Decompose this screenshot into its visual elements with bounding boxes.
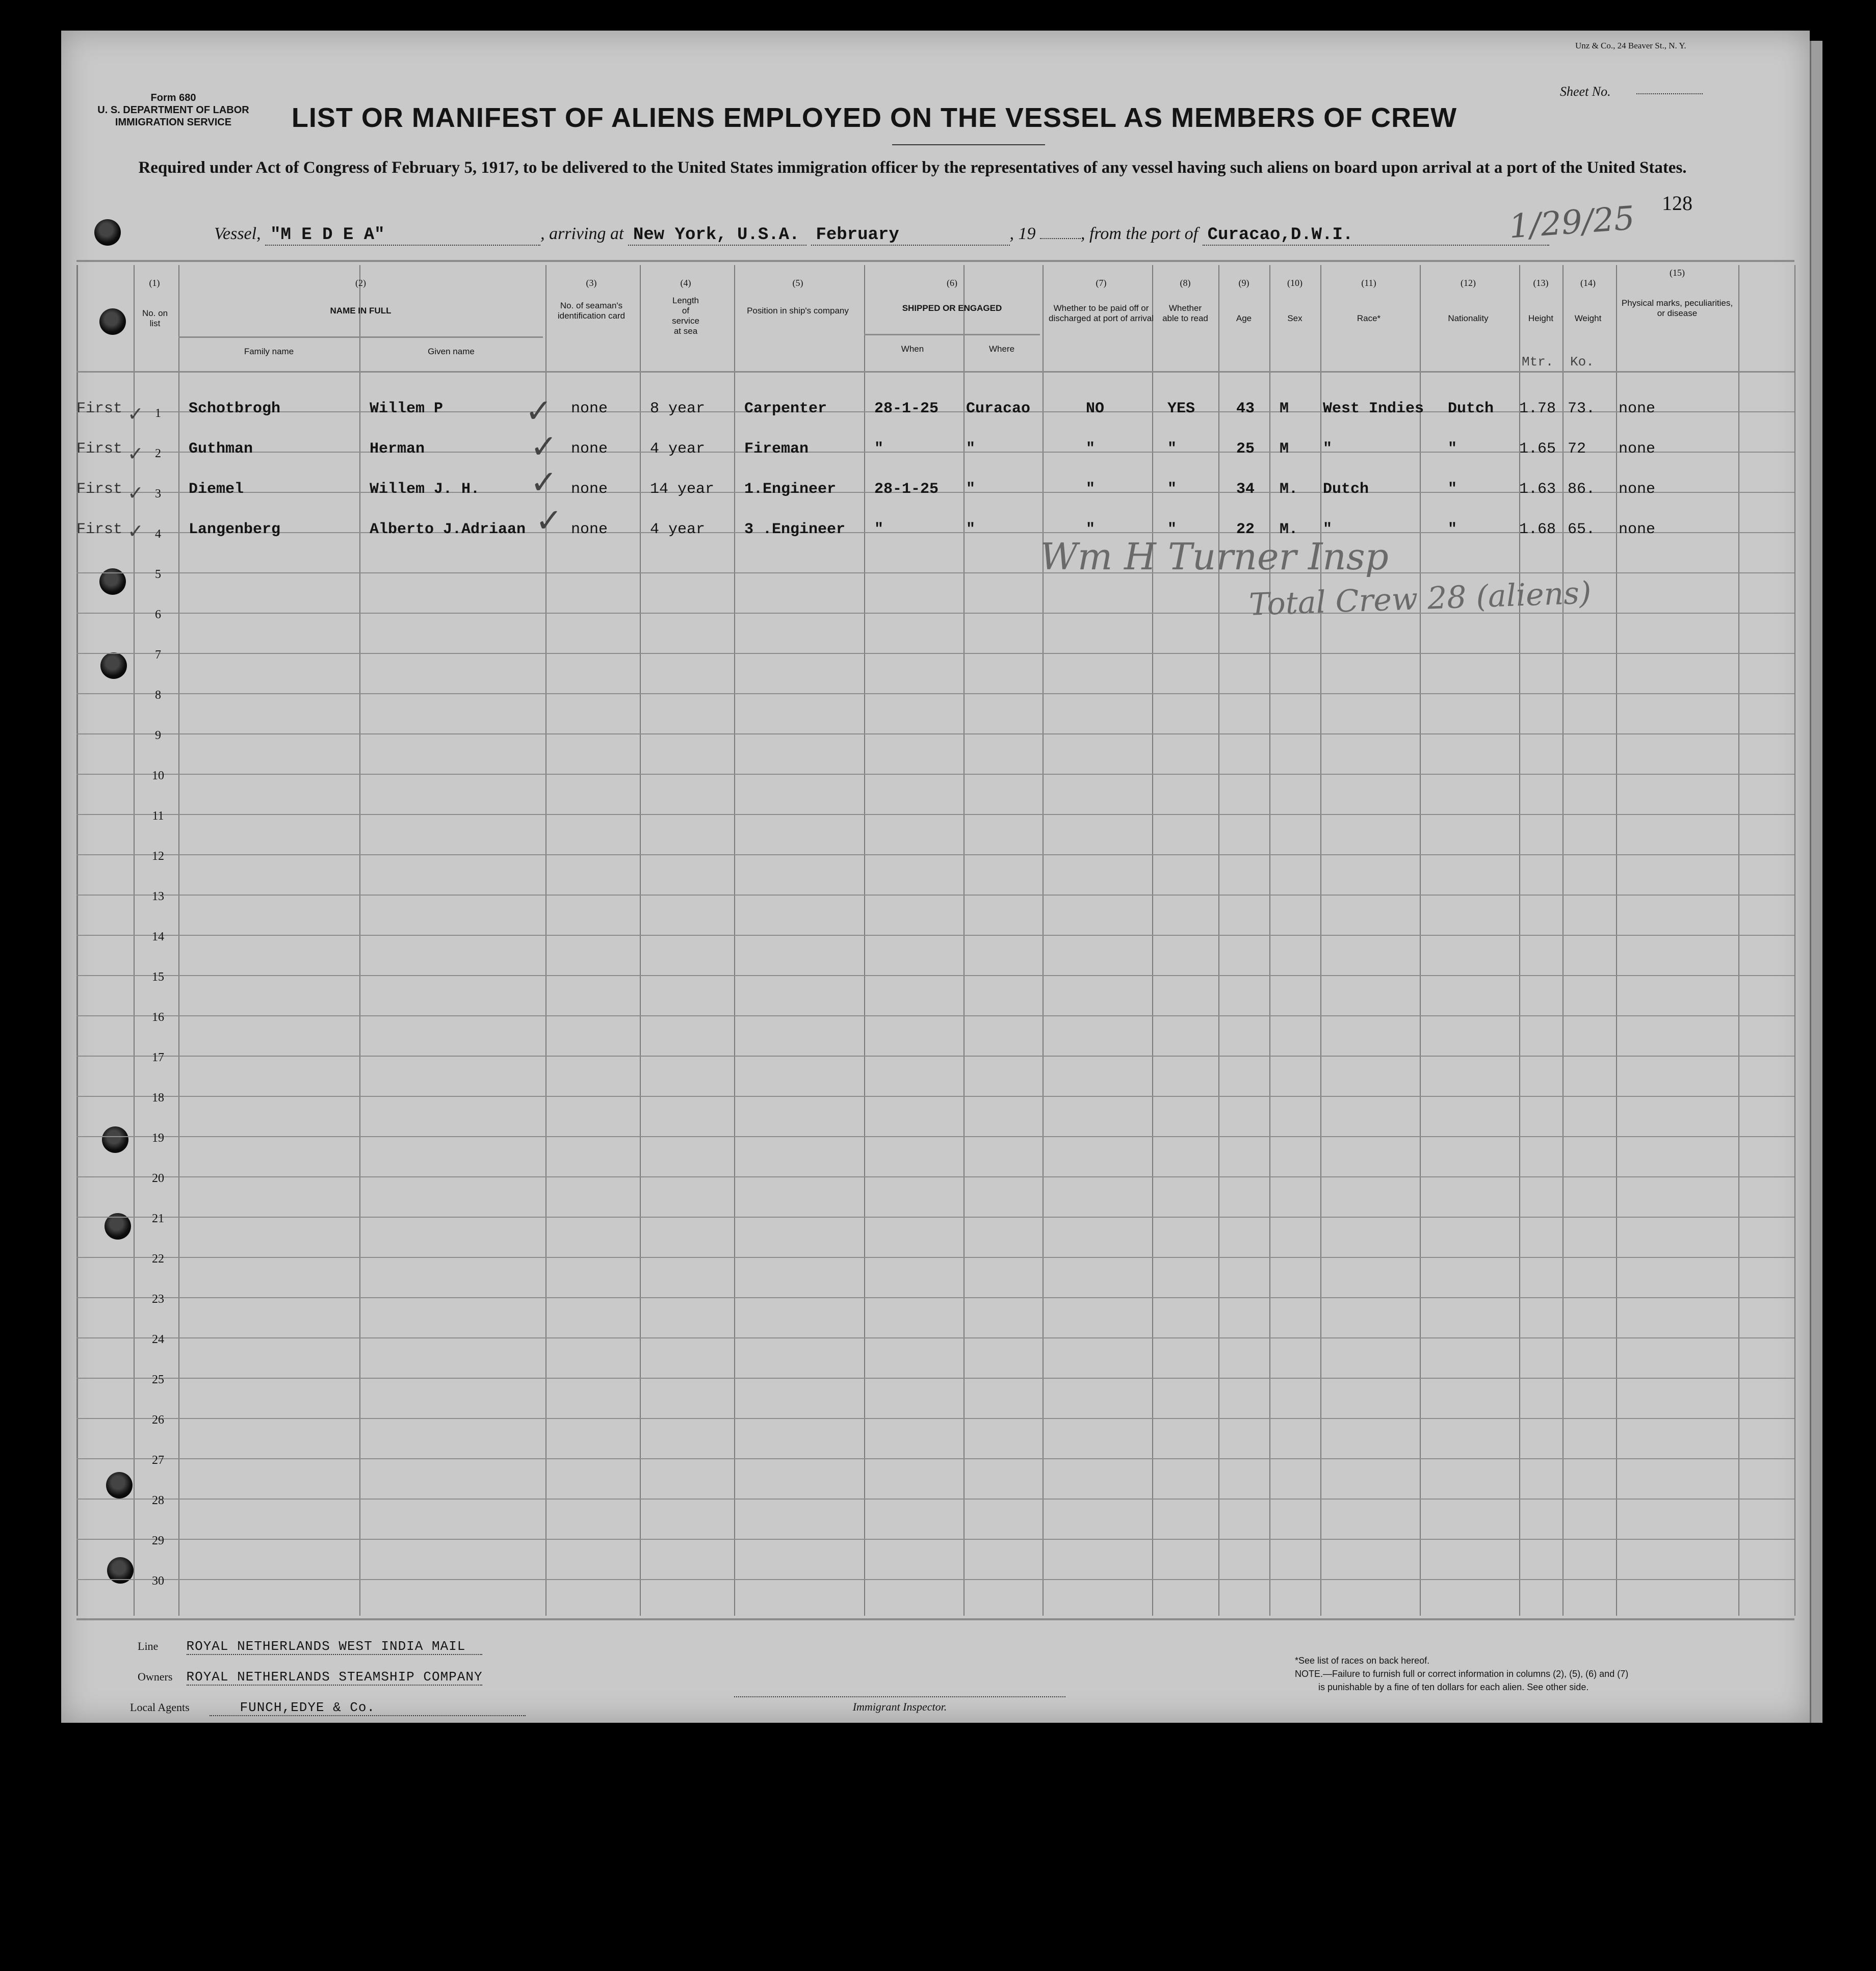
col6-header: SHIPPED OR ENGAGED bbox=[902, 303, 1002, 313]
year-label: , 19 bbox=[1009, 224, 1036, 243]
row-number: 6 bbox=[155, 608, 161, 621]
footnote-penalty: NOTE.—Failure to furnish full or correct information in columns (2), (5), (6) and (7) bbox=[1295, 1669, 1629, 1679]
column-rule bbox=[1519, 265, 1520, 1616]
position-cell: Carpenter bbox=[744, 400, 827, 417]
footnote-races: *See list of races on back hereof. bbox=[1295, 1655, 1430, 1666]
row-rule bbox=[76, 572, 1794, 573]
row-number: 11 bbox=[152, 809, 164, 823]
where-header: Where bbox=[988, 344, 1015, 354]
row-rule bbox=[76, 1297, 1794, 1298]
year-field bbox=[1040, 238, 1081, 239]
row-rule bbox=[76, 653, 1794, 654]
subheader-rule bbox=[864, 334, 1040, 335]
race-cell: " bbox=[1323, 440, 1333, 458]
race-cell: Dutch bbox=[1323, 481, 1369, 498]
column-rule bbox=[1616, 265, 1617, 1616]
row-rule bbox=[76, 1217, 1794, 1218]
family-name-cell: Guthman bbox=[189, 440, 253, 458]
printer-imprint: Unz & Co., 24 Beaver St., N. Y. bbox=[1575, 41, 1686, 50]
line-value: ROYAL NETHERLANDS WEST INDIA MAIL bbox=[187, 1639, 482, 1655]
row-rule bbox=[76, 1458, 1794, 1459]
id-card-cell: none bbox=[571, 481, 608, 498]
nationality-cell: " bbox=[1448, 521, 1457, 538]
col10-number: (10) bbox=[1287, 278, 1302, 288]
punch-hole bbox=[106, 1472, 133, 1499]
page-subtitle: Required under Act of Congress of February 5, 1917, to be delivered to the United States immigration officer by the representatives of any vessel having such aliens on board upon arrival at a port of the United States. bbox=[138, 159, 1687, 177]
row-note: First bbox=[76, 440, 123, 458]
row-rule bbox=[76, 1257, 1794, 1258]
row-note: First bbox=[76, 400, 123, 417]
row-number: 21 bbox=[152, 1212, 164, 1225]
row-number: 30 bbox=[152, 1574, 164, 1588]
position-cell: 3 .Engineer bbox=[744, 521, 846, 538]
column-rule bbox=[178, 265, 179, 1616]
row-number: 22 bbox=[152, 1252, 164, 1266]
row-number: 29 bbox=[152, 1534, 164, 1547]
check-mark-icon: ✓ bbox=[127, 403, 144, 425]
family-name-cell: Diemel bbox=[189, 481, 244, 498]
table-bottom-rule bbox=[76, 1618, 1794, 1620]
column-rule bbox=[864, 265, 865, 1616]
handwritten-date: 1/29/25 bbox=[1507, 199, 1636, 246]
row-rule bbox=[76, 693, 1794, 694]
column-rule bbox=[1738, 265, 1739, 1616]
vessel-line bbox=[214, 224, 1549, 246]
row-number: 12 bbox=[152, 850, 164, 863]
position-cell: 1.Engineer bbox=[744, 481, 837, 498]
row-number: 14 bbox=[152, 930, 164, 943]
page-edge bbox=[1810, 41, 1822, 1723]
col11-number: (11) bbox=[1361, 278, 1376, 288]
row-number: 19 bbox=[152, 1132, 164, 1145]
row-number: 25 bbox=[152, 1373, 164, 1386]
vessel-label: Vessel, bbox=[214, 224, 261, 243]
sex-cell: M bbox=[1280, 400, 1289, 417]
able-to-read-cell: " bbox=[1167, 481, 1177, 498]
sex-cell: M. bbox=[1280, 521, 1298, 538]
age-cell: 43 bbox=[1236, 400, 1255, 417]
row-number: 17 bbox=[152, 1051, 164, 1064]
service-length-cell: 14 year bbox=[650, 481, 715, 498]
from-port-label: , from the port of bbox=[1081, 224, 1198, 243]
physical-marks-cell: none bbox=[1619, 400, 1656, 417]
row-number: 23 bbox=[152, 1293, 164, 1306]
check-mark-icon: ✓ bbox=[530, 464, 558, 502]
header-bottom-rule bbox=[76, 371, 1794, 373]
shipped-where-cell: " bbox=[966, 521, 976, 538]
sheet-number-label: Sheet No. bbox=[1560, 84, 1611, 99]
shipped-where-cell: " bbox=[966, 440, 976, 458]
row-rule bbox=[76, 1378, 1794, 1379]
row-number: 16 bbox=[152, 1011, 164, 1024]
height-cell: 1.63 bbox=[1519, 481, 1556, 498]
col5-number: (5) bbox=[792, 278, 803, 288]
paid-off-cell: " bbox=[1086, 440, 1096, 458]
row-number: 18 bbox=[152, 1091, 164, 1105]
col3-header: No. of seaman's identification card bbox=[557, 301, 626, 321]
nationality-cell: " bbox=[1448, 481, 1457, 498]
row-number: 3 bbox=[155, 487, 161, 501]
row-number: 10 bbox=[152, 769, 164, 782]
able-to-read-cell: " bbox=[1167, 440, 1177, 458]
col8-header: Whether able to read bbox=[1162, 303, 1208, 323]
arriving-label: , arriving at bbox=[540, 224, 624, 243]
form-number: Form 680 bbox=[150, 92, 196, 103]
col3-number: (3) bbox=[586, 278, 597, 288]
row-rule bbox=[76, 1056, 1794, 1057]
given-name-cell: Alberto J.Adriaan bbox=[370, 521, 526, 538]
column-rule bbox=[1562, 265, 1564, 1616]
shipped-when-cell: 28-1-25 bbox=[874, 400, 939, 417]
vessel-name: "M E D E A" bbox=[265, 225, 540, 246]
col11-header: Race* bbox=[1357, 313, 1381, 323]
col5-header: Position in ship's company bbox=[747, 306, 849, 316]
owners-field bbox=[138, 1669, 482, 1686]
col15-header: Physical marks, peculiarities, or disease bbox=[1621, 298, 1733, 318]
service-length-cell: 4 year bbox=[650, 440, 706, 458]
punch-hole bbox=[94, 219, 121, 246]
weight-unit: Ko. bbox=[1570, 354, 1594, 370]
service-name: IMMIGRATION SERVICE bbox=[115, 117, 232, 128]
row-rule bbox=[76, 1418, 1794, 1419]
id-card-cell: none bbox=[571, 440, 608, 458]
row-number: 7 bbox=[155, 648, 161, 662]
able-to-read-cell: " bbox=[1167, 521, 1177, 538]
physical-marks-cell: none bbox=[1619, 521, 1656, 538]
physical-marks-cell: none bbox=[1619, 481, 1656, 498]
row-number: 28 bbox=[152, 1494, 164, 1507]
row-rule bbox=[76, 935, 1794, 936]
sex-cell: M. bbox=[1280, 481, 1298, 498]
agents-field bbox=[130, 1700, 526, 1716]
id-card-cell: none bbox=[571, 521, 608, 538]
row-rule bbox=[76, 975, 1794, 976]
check-mark-icon: ✓ bbox=[535, 502, 563, 540]
family-name-cell: Langenberg bbox=[189, 521, 281, 538]
footnotes bbox=[1295, 1654, 1628, 1694]
check-mark-icon: ✓ bbox=[127, 442, 144, 465]
row-rule bbox=[76, 1337, 1794, 1338]
column-rule bbox=[963, 265, 965, 1616]
row-rule bbox=[76, 1579, 1794, 1580]
given-name-cell: Willem J. H. bbox=[370, 481, 480, 498]
inspector-signature: Wm H Turner Insp bbox=[1040, 535, 1389, 578]
col15-number: (15) bbox=[1670, 268, 1685, 278]
agents-label: Local Agents bbox=[130, 1701, 190, 1714]
given-name-cell: Willem P bbox=[370, 400, 444, 417]
column-rule bbox=[1218, 265, 1219, 1616]
age-cell: 25 bbox=[1236, 440, 1255, 458]
row-note: First bbox=[76, 481, 123, 498]
col10-header: Sex bbox=[1287, 313, 1302, 323]
punch-hole bbox=[99, 308, 126, 335]
row-note: First bbox=[76, 521, 123, 538]
nationality-cell: Dutch bbox=[1448, 400, 1494, 417]
row-rule bbox=[76, 814, 1794, 815]
row-number: 8 bbox=[155, 689, 161, 702]
nationality-cell: " bbox=[1448, 440, 1457, 458]
col7-header: Whether to be paid off or discharged at port of arrival bbox=[1049, 303, 1154, 323]
age-cell: 34 bbox=[1236, 481, 1255, 498]
shipped-where-cell: Curacao bbox=[966, 400, 1031, 417]
paid-off-cell: NO bbox=[1086, 400, 1105, 417]
footnote-penalty-cont: is punishable by a fine of ten dollars for each alien. See other side. bbox=[1318, 1682, 1589, 1692]
row-number: 24 bbox=[152, 1333, 164, 1346]
shipped-when-cell: 28-1-25 bbox=[874, 481, 939, 498]
age-cell: 22 bbox=[1236, 521, 1255, 538]
col12-header: Nationality bbox=[1448, 313, 1489, 323]
column-rule bbox=[1152, 265, 1153, 1616]
column-rule bbox=[734, 265, 735, 1616]
sheet-number-stamp: 128 bbox=[1662, 192, 1692, 215]
id-card-cell: none bbox=[571, 400, 608, 417]
shipped-where-cell: " bbox=[966, 481, 976, 498]
col4-number: (4) bbox=[680, 278, 691, 288]
physical-marks-cell: none bbox=[1619, 440, 1656, 458]
row-number: 20 bbox=[152, 1172, 164, 1185]
sex-cell: M bbox=[1280, 440, 1289, 458]
table-top-rule bbox=[76, 260, 1794, 262]
height-cell: 1.65 bbox=[1519, 440, 1556, 458]
when-header: When bbox=[901, 344, 924, 354]
row-number: 5 bbox=[155, 568, 161, 581]
departure-port: Curacao,D.W.I. bbox=[1203, 225, 1549, 246]
row-number: 13 bbox=[152, 890, 164, 903]
col6-number: (6) bbox=[947, 278, 957, 288]
row-rule bbox=[76, 854, 1794, 855]
col13-number: (13) bbox=[1533, 278, 1549, 288]
sheet-number-field bbox=[1636, 93, 1703, 94]
col2-number: (2) bbox=[355, 278, 366, 288]
col8-number: (8) bbox=[1180, 278, 1191, 288]
col13-header: Height bbox=[1528, 313, 1554, 323]
paid-off-cell: " bbox=[1086, 521, 1096, 538]
col14-number: (14) bbox=[1580, 278, 1596, 288]
service-length-cell: 4 year bbox=[650, 521, 706, 538]
column-rule bbox=[134, 265, 135, 1616]
inspector-label: Immigrant Inspector. bbox=[734, 1696, 1065, 1714]
arriving-at-value: New York, U.S.A. bbox=[628, 225, 806, 246]
column-rule bbox=[1320, 265, 1321, 1616]
col4-header: Length of service at sea bbox=[672, 296, 699, 336]
punch-hole bbox=[102, 1126, 128, 1153]
row-rule bbox=[76, 613, 1794, 614]
department-name: U. S. DEPARTMENT OF LABOR bbox=[97, 104, 249, 116]
row-number: 9 bbox=[155, 729, 161, 742]
owners-value: ROYAL NETHERLANDS STEAMSHIP COMPANY bbox=[186, 1669, 483, 1685]
column-rule bbox=[76, 265, 78, 1616]
race-cell: West Indies bbox=[1323, 400, 1424, 417]
weight-cell: 86. bbox=[1568, 481, 1596, 498]
col9-header: Age bbox=[1236, 313, 1252, 323]
total-crew-note: Total Crew 28 (aliens) bbox=[1248, 575, 1592, 623]
paid-off-cell: " bbox=[1086, 481, 1096, 498]
row-rule bbox=[76, 1136, 1794, 1137]
line-field bbox=[138, 1639, 482, 1655]
given-name-cell: Herman bbox=[370, 440, 425, 458]
column-rule bbox=[640, 265, 641, 1616]
col7-number: (7) bbox=[1096, 278, 1107, 288]
column-rule bbox=[1794, 265, 1795, 1616]
row-rule bbox=[76, 1539, 1794, 1540]
col2-header: NAME IN FULL bbox=[330, 306, 392, 316]
row-rule bbox=[76, 1096, 1794, 1097]
height-cell: 1.68 bbox=[1519, 521, 1556, 538]
col1-header: No. on list bbox=[142, 308, 168, 328]
weight-cell: 65. bbox=[1568, 521, 1596, 538]
col12-number: (12) bbox=[1461, 278, 1476, 288]
height-cell: 1.78 bbox=[1519, 400, 1556, 417]
row-number: 1 bbox=[155, 407, 161, 420]
check-mark-icon: ✓ bbox=[525, 392, 553, 430]
row-rule bbox=[76, 1015, 1794, 1016]
col14-header: Weight bbox=[1574, 313, 1602, 323]
column-rule bbox=[1420, 265, 1421, 1616]
col9-number: (9) bbox=[1238, 278, 1249, 288]
check-mark-icon: ✓ bbox=[127, 482, 144, 504]
page-title: LIST OR MANIFEST OF ALIENS EMPLOYED ON THE VESSEL AS MEMBERS OF CREW bbox=[291, 102, 1457, 133]
row-rule bbox=[76, 1499, 1794, 1500]
row-number: 26 bbox=[152, 1413, 164, 1427]
line-label: Line bbox=[138, 1640, 159, 1652]
weight-cell: 73. bbox=[1568, 400, 1596, 417]
row-rule bbox=[76, 774, 1794, 775]
row-number: 2 bbox=[155, 447, 161, 460]
check-mark-icon: ✓ bbox=[530, 428, 558, 466]
family-name-cell: Schotbrogh bbox=[189, 400, 281, 417]
column-rule bbox=[1043, 265, 1044, 1616]
race-cell: " bbox=[1323, 521, 1333, 538]
position-cell: Fireman bbox=[744, 440, 809, 458]
able-to-read-cell: YES bbox=[1167, 400, 1195, 417]
given-name-header: Given name bbox=[428, 347, 475, 356]
row-number: 4 bbox=[155, 528, 161, 541]
row-rule bbox=[76, 895, 1794, 896]
row-rule bbox=[76, 1176, 1794, 1177]
check-mark-icon: ✓ bbox=[127, 520, 144, 542]
family-name-header: Family name bbox=[244, 347, 294, 356]
column-rule bbox=[359, 265, 360, 1616]
column-rule bbox=[1269, 265, 1270, 1616]
shipped-when-cell: " bbox=[874, 521, 884, 538]
owners-label: Owners bbox=[138, 1670, 173, 1683]
service-length-cell: 8 year bbox=[650, 400, 706, 417]
height-unit: Mtr. bbox=[1522, 354, 1554, 370]
col1-number: (1) bbox=[149, 278, 160, 288]
shipped-when-cell: " bbox=[874, 440, 884, 458]
arrival-month: February bbox=[811, 225, 1010, 246]
row-rule bbox=[76, 733, 1794, 734]
weight-cell: 72 bbox=[1568, 440, 1586, 458]
agents-value: FUNCH,EDYE & Co. bbox=[210, 1700, 526, 1716]
title-rule bbox=[892, 144, 1045, 145]
subheader-rule bbox=[178, 336, 543, 338]
row-number: 27 bbox=[152, 1454, 164, 1467]
punch-hole bbox=[100, 652, 127, 679]
row-number: 15 bbox=[152, 970, 164, 984]
